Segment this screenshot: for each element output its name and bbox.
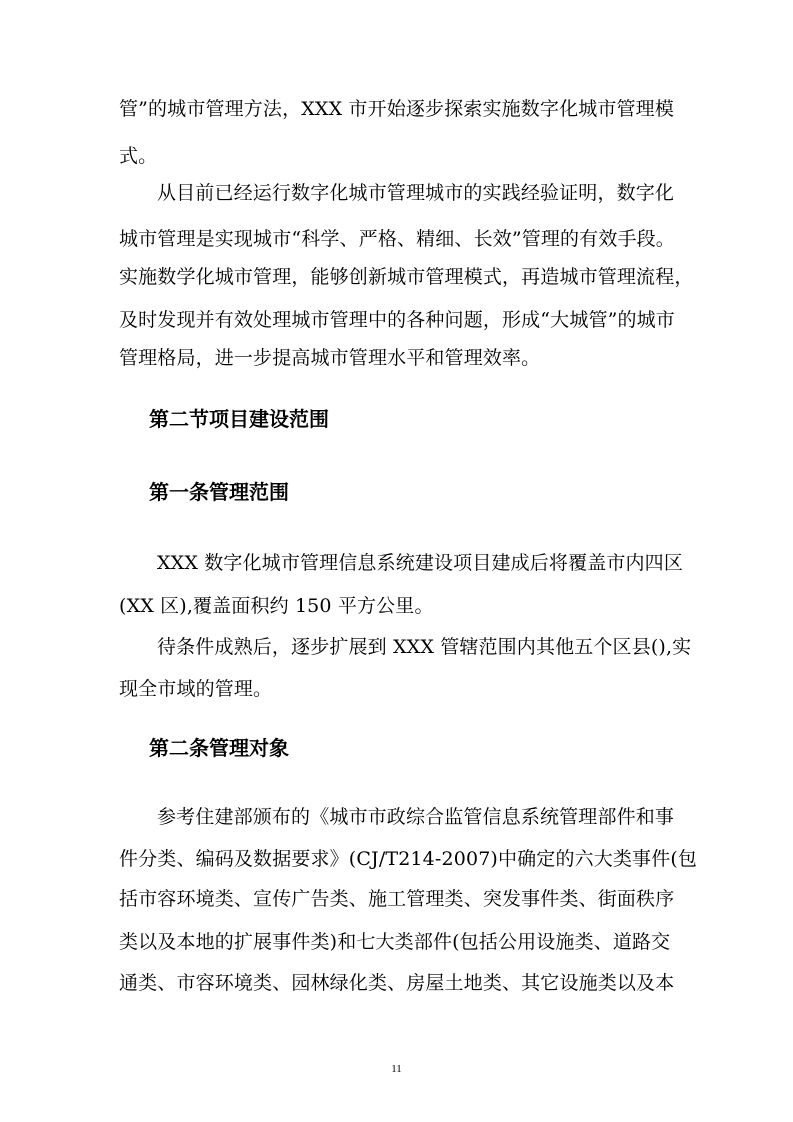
paragraph-line: 参考住建部颁布的《城市市政综合监管信息系统管理部件和事 (157, 806, 675, 828)
paragraph-line: 从目前已经运行数字化城市管理城市的实践经验证明，数字化 (157, 182, 675, 204)
paragraph-line: XXX 数字化城市管理信息系统建设项目建成后将覆盖市内四区 (157, 552, 683, 574)
paragraph-line: 实施数学化城市管理，能够创新城市管理模式，再造城市管理流程， (119, 266, 694, 288)
article-heading: 第一条管理范围 (149, 480, 289, 504)
paragraph-line: 类以及本地的扩展事件类)和七大类部件(包括公用设施类、道路交 (119, 931, 671, 953)
paragraph-line: 管理格局，进一步提高城市管理水平和管理效率。 (119, 347, 541, 369)
paragraph-line: 待条件成熟后，逐步扩展到 XXX 管辖范围内其他五个区县(),实 (157, 636, 692, 658)
article-heading: 第二条管理对象 (149, 736, 289, 760)
paragraph-line: (XX 区),覆盖面积约 150 平方公里。 (119, 595, 434, 617)
paragraph-line: 现全市域的管理。 (119, 678, 273, 700)
paragraph-line: 括市容环境类、宣传广告类、施工管理类、突发事件类、街面秩序 (119, 888, 675, 910)
paragraph-line: 管”的城市管理方法，XXX 市开始逐步探索实施数字化城市管理模 (119, 98, 674, 120)
paragraph-line: 城市管理是实现城市“科学、严格、精细、长效”管理的有效手段。 (119, 228, 675, 250)
paragraph-line: 件分类、编码及数据要求》(CJ/T214-2007)中确定的六大类事件(包 (119, 848, 698, 870)
paragraph-line: 及时发现并有效处理城市管理中的各种问题，形成“大城管”的城市 (119, 309, 675, 331)
paragraph-line: 式。 (119, 145, 158, 167)
page-number: 11 (391, 1063, 402, 1075)
paragraph-line: 通类、市容环境类、园林绿化类、房屋土地类、其它设施类以及本 (119, 972, 675, 994)
section-heading: 第二节项目建设范围 (149, 407, 329, 431)
